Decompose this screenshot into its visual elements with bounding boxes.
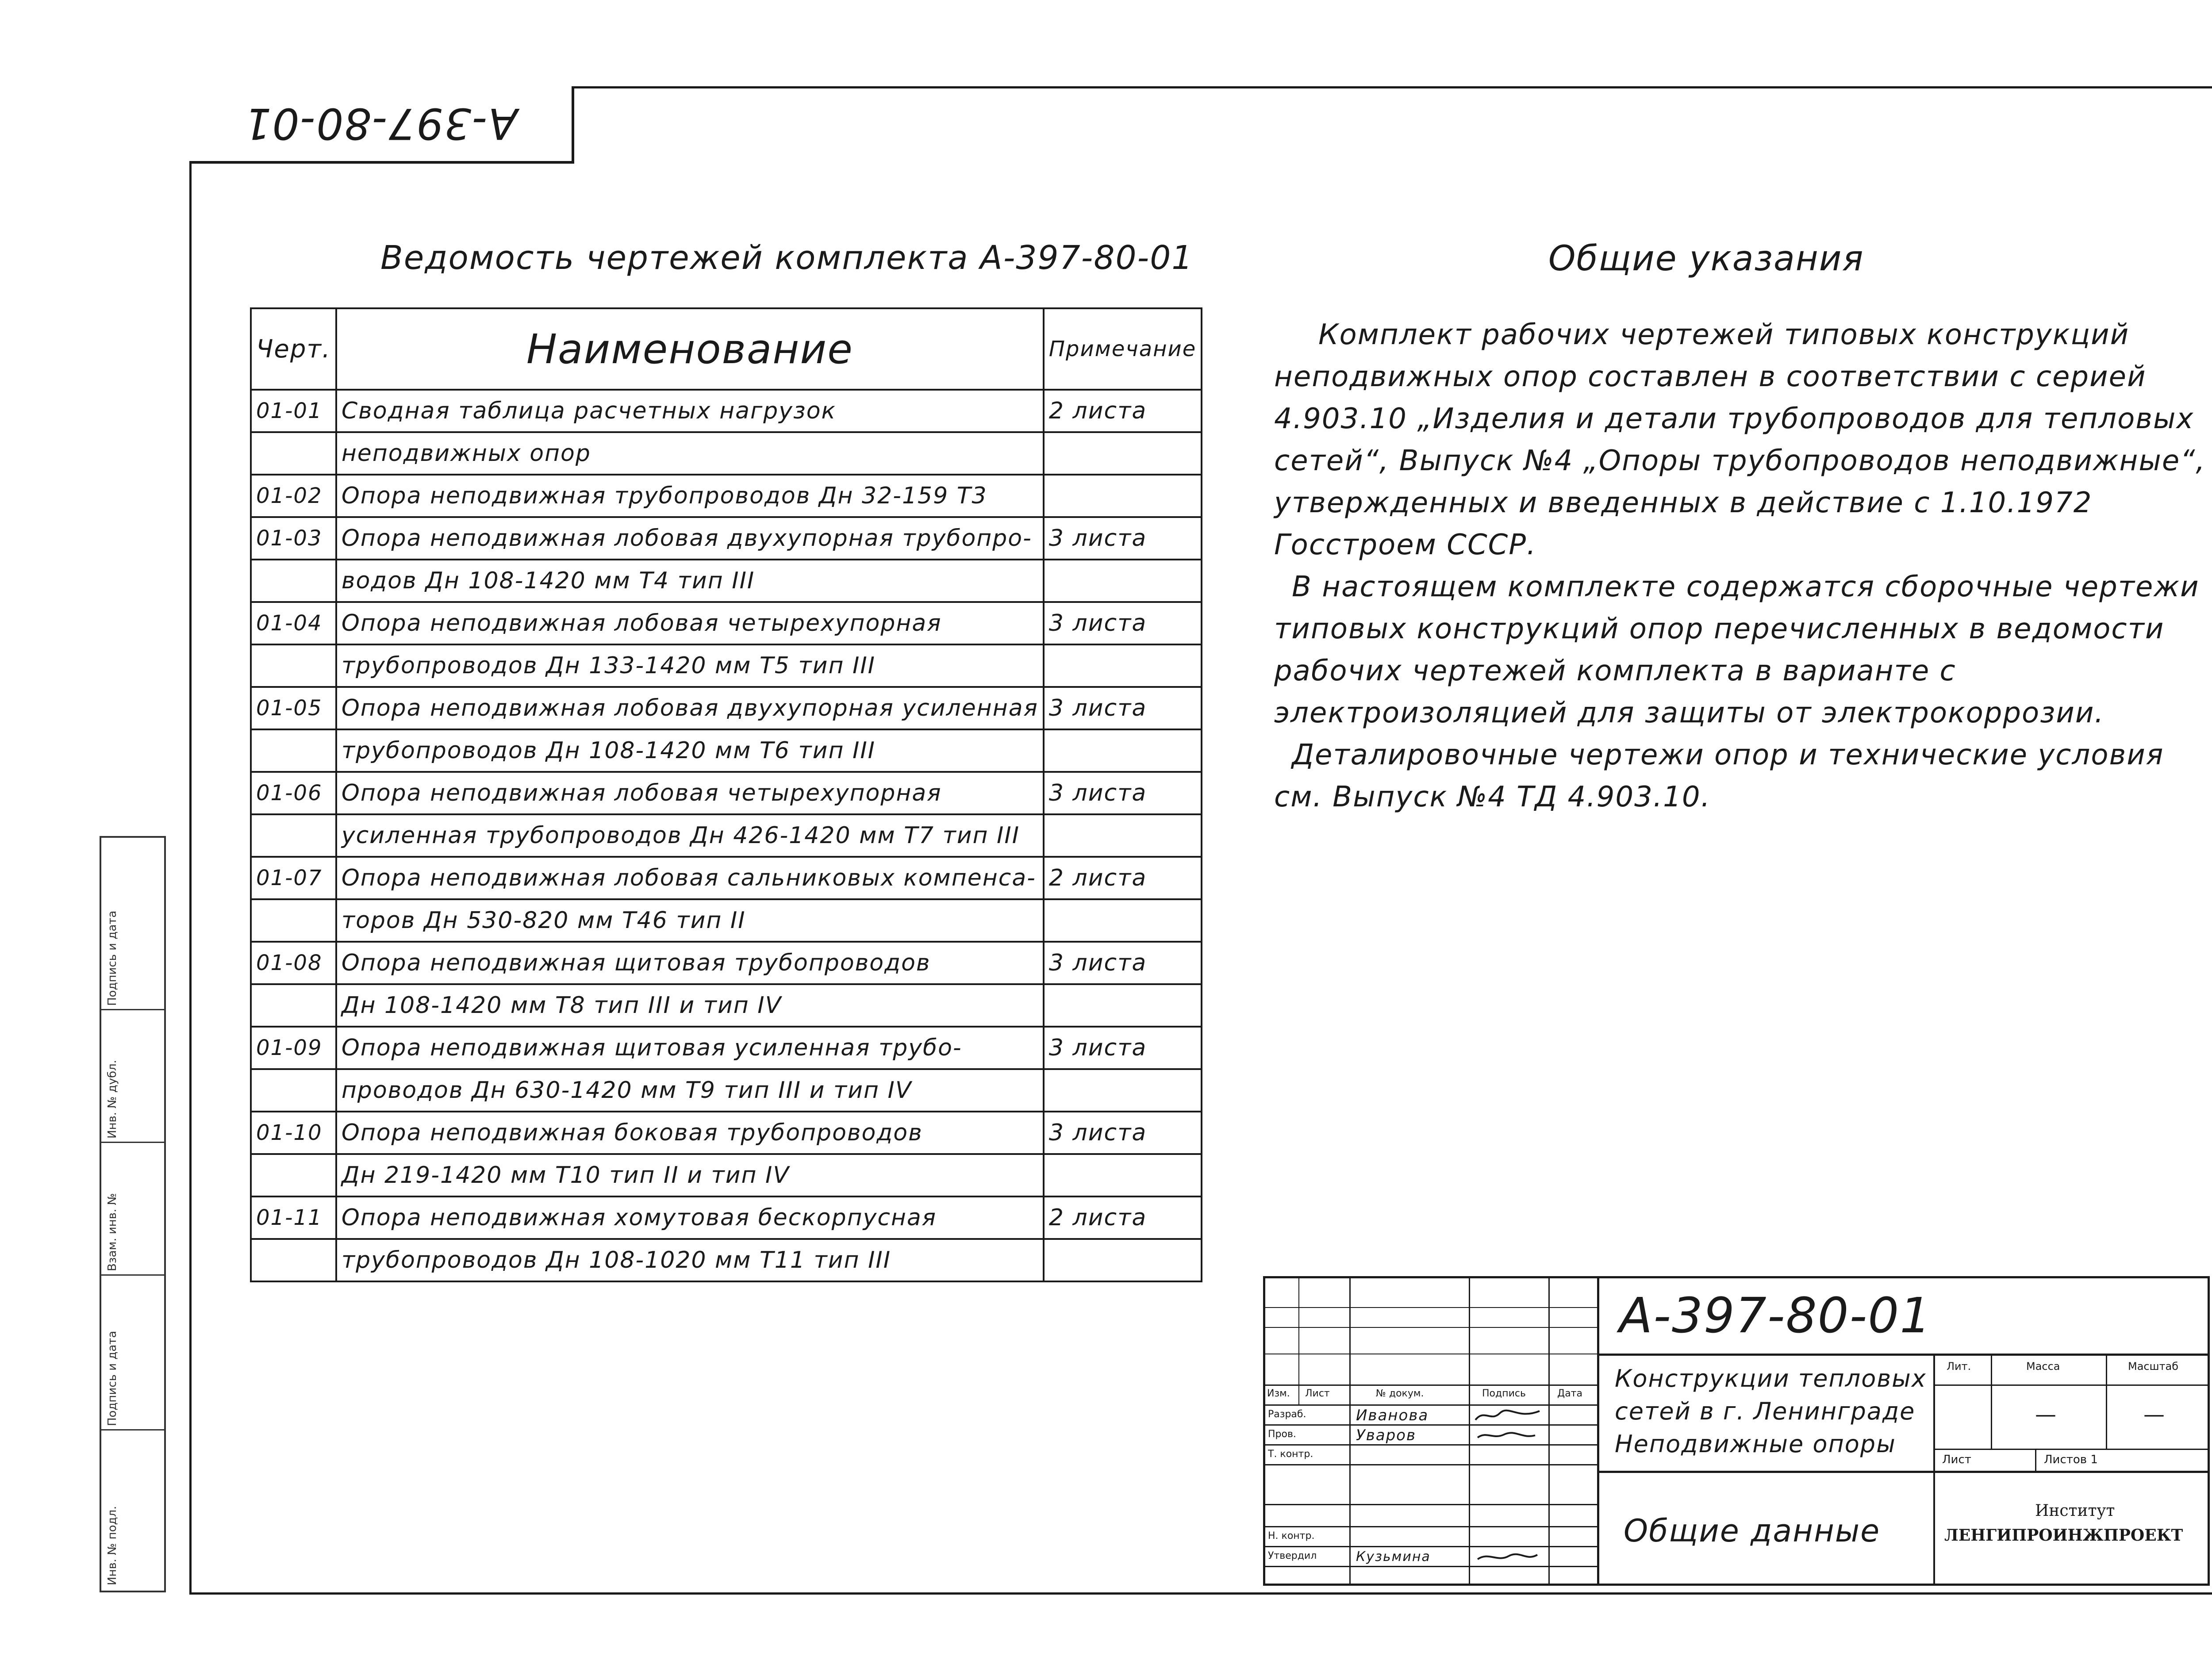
title-block-code: А-397-80-01: [1619, 1287, 1932, 1344]
sheet-name-line: торов Дн 530-820 мм Т46 тип II: [336, 899, 1044, 942]
sheet-name-line: Дн 219-1420 мм Т10 тип II и тип IV: [336, 1154, 1044, 1196]
stamp-label: Инв. № подл.: [106, 1506, 119, 1585]
sheet-name-line: неподвижных опор: [336, 432, 1044, 475]
sheet-name-line: Опора неподвижная щитовая трубопроводов: [336, 942, 1044, 984]
sheet-number: [251, 814, 336, 857]
table-row: [251, 1112, 1202, 1154]
general-notes: [1274, 314, 2212, 818]
table-row: [251, 560, 1202, 602]
sig-role: Т. контр.: [1268, 1449, 1313, 1460]
project-title: Конструкции тепловых сетей в г. Ленинграде Неподвижные опоры: [1615, 1365, 1927, 1458]
table-row: [251, 1027, 1202, 1069]
sig-role: Подпись: [1482, 1388, 1526, 1399]
table-row: [251, 984, 1202, 1027]
sheet-name-line: усиленная трубопроводов Дн 426-1420 мм Т7 тип III: [336, 814, 1044, 857]
stage-header: Масса: [2026, 1360, 2060, 1373]
sheet-name-line: Дн 108-1420 мм Т8 тип III и тип IV: [336, 984, 1044, 1027]
sheet-name-line: Опора неподвижная лобовая двухупорная усиленная: [336, 687, 1044, 729]
sheet-number: [251, 1239, 336, 1281]
stage-header: Лит.: [1947, 1360, 1971, 1373]
sheet-name-line: Опора неподвижная трубопроводов Дн 32-159 Т3: [336, 475, 1044, 517]
sheet-number: 01-04: [251, 602, 336, 644]
sheet-title: Общие данные: [1624, 1513, 1881, 1549]
sheet-name-line: проводов Дн 630-1420 мм Т9 тип III и тип IV: [336, 1069, 1044, 1112]
table-row: [251, 475, 1202, 517]
sig-role: Изм.: [1267, 1388, 1290, 1399]
sheet-note: [1044, 899, 1202, 942]
table-row: [251, 1239, 1202, 1281]
sig-role: Пров.: [1268, 1429, 1296, 1440]
org-label: Институт: [2035, 1502, 2115, 1520]
signature-mark: [1473, 1407, 1544, 1424]
table-row: [251, 772, 1202, 814]
table-row: [251, 857, 1202, 899]
table-row: [251, 432, 1202, 475]
stamp-label: Подпись и дата: [106, 1331, 119, 1426]
sheet-name-line: Опора неподвижная лобовая четырехупорная: [336, 772, 1044, 814]
sheet-note: 3 листа: [1044, 1112, 1202, 1154]
sheet-number: [251, 644, 336, 687]
sheet-name-line: Опора неподвижная боковая трубопроводов: [336, 1112, 1044, 1154]
sheet-number: [251, 1069, 336, 1112]
sheet-number: [251, 729, 336, 772]
sig-name: Уваров: [1356, 1427, 1417, 1444]
table-row: [251, 1069, 1202, 1112]
sheet-number: 01-06: [251, 772, 336, 814]
sheet-note: 2 листа: [1044, 390, 1202, 432]
sheet-name-line: трубопроводов Дн 108-1420 мм Т6 тип III: [336, 729, 1044, 772]
sheet-note: 3 листа: [1044, 772, 1202, 814]
sheet-number: 01-01: [251, 390, 336, 432]
sheet-name-line: водов Дн 108-1420 мм Т4 тип III: [336, 560, 1044, 602]
stage-header: Масштаб: [2128, 1360, 2179, 1373]
sheets-count: Листов 1: [2044, 1453, 2098, 1466]
table-header-row: [251, 308, 1202, 390]
table-row: [251, 942, 1202, 984]
sheet-note: [1044, 560, 1202, 602]
sheet-number: 01-08: [251, 942, 336, 984]
sig-role: Лист: [1305, 1388, 1330, 1399]
sheet-note: 2 листа: [1044, 857, 1202, 899]
sheet-note: [1044, 1239, 1202, 1281]
sig-name: Иванова: [1356, 1407, 1429, 1424]
general-notes-title: Общие указания: [1548, 239, 1864, 279]
sheet-number: [251, 1154, 336, 1196]
sheet-note: [1044, 814, 1202, 857]
table-row: [251, 602, 1202, 644]
sheet-list-body: [251, 390, 1202, 1281]
header-note: Примечание: [1044, 308, 1202, 390]
sheet-note: [1044, 432, 1202, 475]
sig-role: Н. контр.: [1268, 1530, 1315, 1542]
sig-role: Разраб.: [1268, 1409, 1306, 1420]
notes-paragraph: Деталировочные чертежи опор и технические условия см. Выпуск №4 ТД 4.903.10.: [1274, 739, 2164, 813]
sheet-number: 01-07: [251, 857, 336, 899]
header-sheet: Черт.: [251, 308, 336, 390]
sheet-note: 3 листа: [1044, 1027, 1202, 1069]
sheet-name-line: Опора неподвижная хомутовая бескорпусная: [336, 1196, 1044, 1239]
header-name: Наименование: [336, 308, 1044, 390]
table-row: [251, 1154, 1202, 1196]
sheet-number: 01-11: [251, 1196, 336, 1239]
sig-role: № докум.: [1376, 1388, 1424, 1399]
sig-role: Дата: [1557, 1388, 1582, 1399]
sheet-note: [1044, 729, 1202, 772]
sheet-number: [251, 560, 336, 602]
sheet-number: [251, 899, 336, 942]
sheet-note: [1044, 475, 1202, 517]
sheet-name-line: Опора неподвижная щитовая усиленная трубо-: [336, 1027, 1044, 1069]
sheet-note: [1044, 1154, 1202, 1196]
title-block: [1263, 1276, 2210, 1586]
sheet-note: [1044, 984, 1202, 1027]
sheet-list-title: Ведомость чертежей комплекта А-397-80-01: [380, 239, 1194, 277]
table-row: [251, 899, 1202, 942]
corner-code: А-397-80-01: [243, 99, 518, 149]
notes-paragraph: В настоящем комплекте содержатся сборочные чертежи типовых конструкций опор перечисленных в ведомости рабочих чертежей комплекта в варианте с электроизоляцией для защиты от электрокоррозии.: [1274, 571, 2200, 729]
sheet-note: [1044, 644, 1202, 687]
sheet-name-line: Сводная таблица расчетных нагрузок: [336, 390, 1044, 432]
signature-mark: [1473, 1427, 1544, 1444]
sheet-name-line: Опора неподвижная лобовая четырехупорная: [336, 602, 1044, 644]
sheet-list-table: [250, 307, 1202, 1282]
sheet-number: 01-03: [251, 517, 336, 560]
sheet-name-line: Опора неподвижная лобовая двухупорная трубопро-: [336, 517, 1044, 560]
corner-code-box: [189, 86, 574, 164]
stage-value: —: [2035, 1402, 2056, 1427]
sig-role: Утвердил: [1268, 1550, 1317, 1561]
stamp-label: Взам. инв. №: [106, 1193, 119, 1271]
notes-paragraph: Комплект рабочих чертежей типовых конструкций неподвижных опор составлен в соответствии с серией 4.903.10 „Изделия и детали трубопроводов для тепловых сетей“, Выпуск №4 „Опоры трубопроводов неподвижные“, утвержденных и введенных в действие с 1.10.1972 Госстроем СССР.: [1274, 318, 2206, 561]
sheet-note: 2 листа: [1044, 1196, 1202, 1239]
table-row: [251, 644, 1202, 687]
sheet-note: 3 листа: [1044, 517, 1202, 560]
table-row: [251, 729, 1202, 772]
sheet-number: [251, 984, 336, 1027]
sheet-number: 01-02: [251, 475, 336, 517]
stage-value: —: [2143, 1402, 2165, 1427]
table-row: [251, 517, 1202, 560]
sheet-note: [1044, 1069, 1202, 1112]
table-row: [251, 687, 1202, 729]
sheet-number: [251, 432, 336, 475]
left-stamp-strip: [100, 836, 166, 1592]
sheet-note: 3 листа: [1044, 687, 1202, 729]
sheet-label: Лист: [1942, 1453, 1971, 1466]
stamp-label: Подпись и дата: [106, 910, 119, 1006]
sheet-note: 3 листа: [1044, 942, 1202, 984]
sheet-name-line: трубопроводов Дн 133-1420 мм Т5 тип III: [336, 644, 1044, 687]
sheet-number: 01-09: [251, 1027, 336, 1069]
table-row: [251, 814, 1202, 857]
sheet-note: 3 листа: [1044, 602, 1202, 644]
sheet-name-line: Опора неподвижная лобовая сальниковых компенса-: [336, 857, 1044, 899]
table-row: [251, 390, 1202, 432]
table-row: [251, 1196, 1202, 1239]
signature-mark: [1473, 1548, 1544, 1566]
sig-name: Кузьмина: [1356, 1549, 1431, 1565]
stamp-label: Инв. № дубл.: [106, 1060, 119, 1139]
sheet-number: 01-05: [251, 687, 336, 729]
sheet-name-line: трубопроводов Дн 108-1020 мм Т11 тип III: [336, 1239, 1044, 1281]
sheet-number: 01-10: [251, 1112, 336, 1154]
org-name: ЛЕНГИПРОИНЖПРОЕКТ: [1944, 1526, 2183, 1545]
